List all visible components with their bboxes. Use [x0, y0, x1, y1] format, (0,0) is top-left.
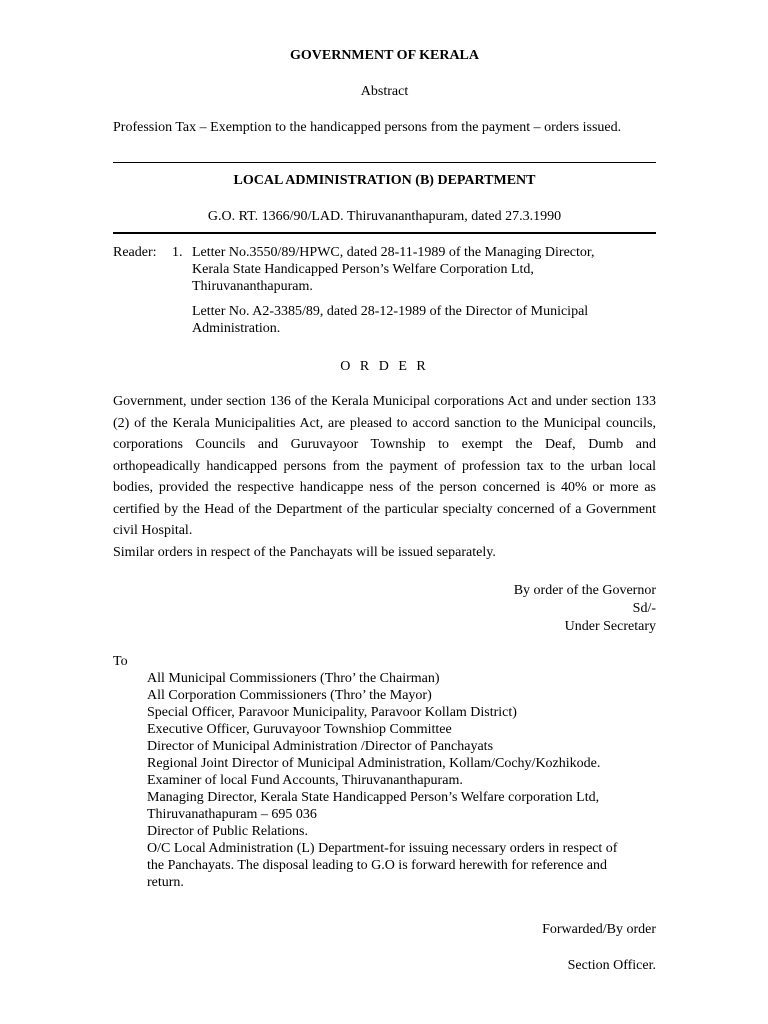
- signature-by-order: By order of the Governor: [513, 583, 656, 598]
- reader-line: Administration.: [192, 321, 281, 336]
- order-title: O R D E R: [340, 359, 429, 374]
- recipient-item: Director of Public Relations.: [147, 824, 308, 839]
- section-officer: Section Officer.: [567, 958, 656, 973]
- reader-line: Kerala State Handicapped Person’s Welfare Corporation Ltd,: [192, 262, 534, 277]
- to-label: To: [113, 654, 128, 669]
- reader-line: Letter No.3550/89/HPWC, dated 28-11-1989 of the Managing Director,: [192, 245, 595, 260]
- order-body: [113, 391, 656, 563]
- reader-label: Reader:: [113, 245, 157, 260]
- recipient-item: Managing Director, Kerala State Handicapped Person’s Welfare corporation Ltd,: [147, 790, 600, 805]
- recipient-item: Thiruvanathapuram – 695 036: [147, 807, 317, 822]
- government-title: GOVERNMENT OF KERALA: [289, 48, 479, 63]
- recipient-item: Examiner of local Fund Accounts, Thiruvananthapuram.: [147, 773, 463, 788]
- signature-sd: Sd/-: [632, 601, 656, 616]
- recipient-item: O/C Local Administration (L) Department-for issuing necessary orders in respect of: [147, 841, 618, 856]
- abstract-label: Abstract: [360, 84, 409, 99]
- recipient-item: All Corporation Commissioners (Thro’ the Mayor): [147, 688, 432, 703]
- recipient-item: Special Officer, Paravoor Municipality, Paravoor Kollam District): [147, 705, 517, 720]
- signature-designation: Under Secretary: [564, 619, 656, 634]
- divider-thick: [113, 232, 656, 234]
- go-reference: G.O. RT. 1366/90/LAD. Thiruvananthapuram, dated 27.3.1990: [207, 209, 562, 224]
- recipient-item: return.: [147, 875, 184, 890]
- recipient-item: Director of Municipal Administration /Director of Panchayats: [147, 739, 494, 754]
- reader-number: 1.: [172, 245, 183, 260]
- reader-line: Thiruvananthapuram.: [192, 279, 313, 294]
- divider-thin: [113, 162, 656, 163]
- recipient-item: All Municipal Commissioners (Thro’ the Chairman): [147, 671, 440, 686]
- order-paragraph: Government, under section 136 of the Kerala Municipal corporations Act and under section 133 (2) of the Kerala Municipalities Act, are pleased to accord sanction to the Municipal councils, corporations Councils and Guruvayoor Township to exempt the Deaf, Dumb and orthopeadically handicapped persons from the payment of profession tax to the urban local bodies, provided the respective handicappe ness of the person concerned is 40% or more as certified by the Head of the Department of the particular specialty concerned of a Government civil Hospital.: [113, 394, 656, 538]
- reader-item: [192, 244, 656, 295]
- subject-line: Profession Tax – Exemption to the handicapped persons from the payment – orders issued.: [113, 120, 622, 135]
- department-title: LOCAL ADMINISTRATION (B) DEPARTMENT: [233, 173, 536, 188]
- forwarded-by-order: Forwarded/By order: [542, 922, 656, 937]
- recipient-list: [147, 670, 667, 891]
- order-similar-note: Similar orders in respect of the Panchayats will be issued separately.: [113, 544, 496, 560]
- recipient-item: Regional Joint Director of Municipal Administration, Kollam/Cochy/Kozhikode.: [147, 756, 601, 771]
- recipient-item: Executive Officer, Guruvayoor Townshiop Committee: [147, 722, 452, 737]
- reader-item: [192, 303, 656, 337]
- reader-line: Letter No. A2-3385/89, dated 28-12-1989 of the Director of Municipal: [192, 304, 589, 319]
- recipient-item: the Panchayats. The disposal leading to G.O is forward herewith for reference and: [147, 858, 608, 873]
